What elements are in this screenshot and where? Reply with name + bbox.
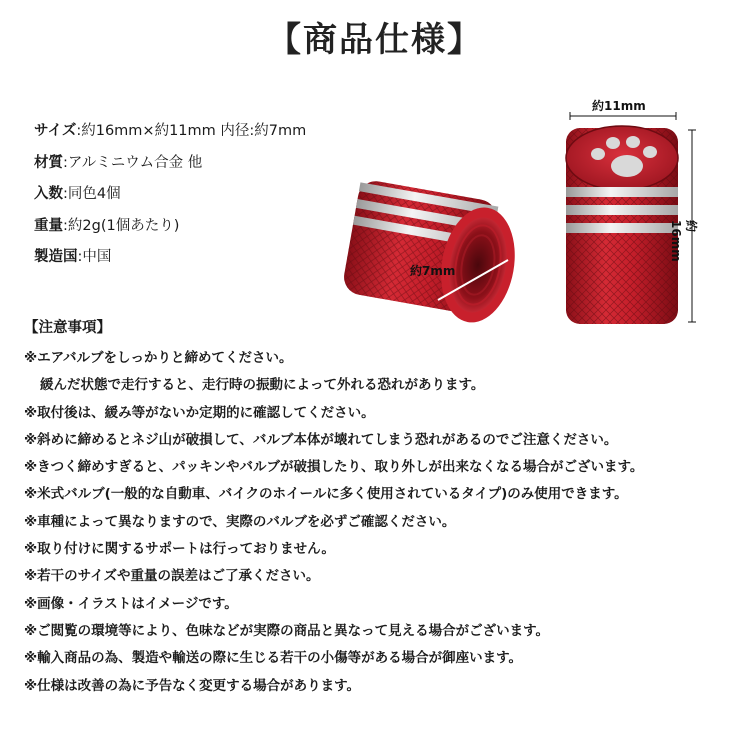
spec-value: 同色4個 (67, 186, 121, 202)
spec-value: アルミニウム合金 他 (67, 154, 203, 171)
spec-material: 材質:アルミニウム合金 他 (34, 154, 203, 171)
width-label: 約11mm (592, 99, 646, 113)
note-item: ※画像・イラストはイメージです。 (24, 595, 238, 612)
note-item: ※車種によって異なりますので、実際のバルブを必ずご確認ください。 (24, 513, 456, 530)
notes-heading: 【注意事項】 (24, 320, 111, 336)
spec-label: 製造国 (34, 249, 78, 265)
spec-label: 重量 (34, 217, 63, 234)
spec-size: サイズ:約16mm×約11mm 内径:約7mm (34, 123, 307, 139)
spec-label: サイズ (34, 123, 77, 139)
note-item: ※輸入商品の為、製造や輸送の際に生じる若干の小傷等がある場合が御座います。 (24, 650, 523, 667)
page-title: 【商品仕様】 (267, 20, 483, 60)
notes-section (24, 317, 734, 702)
note-item: ※きつく締めすぎると、パッキンやバルブが破損したり、取り外しが出来なくなる場合がございます。 (24, 459, 644, 476)
spec-list (34, 120, 306, 278)
inner-diameter-label: 約7mm (410, 264, 456, 278)
spec-weight: 重量:約2g(1個あたり) (34, 217, 180, 234)
note-item: ※仕様は改善の為に予告なく変更する場合があります。 (24, 677, 361, 694)
spec-origin: 製造国:中国 (34, 249, 112, 265)
note-item: 緩んだ状態で走行すると、走行時の振動によって外れる恐れがあります。 (40, 377, 485, 394)
spec-value: 約2g(1個あたり) (67, 217, 180, 234)
height-label: 約16mm (669, 220, 698, 262)
note-item: ※米式バルブ(一般的な自動車、バイクのホイールに多く使用されているタイプ)のみ使用できます。 (24, 486, 628, 503)
spec-label: 材質 (34, 154, 63, 171)
product-illustration (330, 90, 730, 350)
spec-quantity: 入数:同色4個 (34, 186, 121, 202)
spec-label: 入数 (34, 186, 63, 202)
note-item: ※斜めに締めるとネジ山が破損して、バルブ本体が壊れてしまう恐れがあるのでご注意ください。 (24, 431, 618, 448)
note-item: ※若干のサイズや重量の誤差はご了承ください。 (24, 568, 320, 585)
spec-value: 約16mm×約11mm 内径:約7mm (81, 123, 307, 139)
note-item: ※ご閲覧の環境等により、色味などが実際の商品と異なって見える場合がございます。 (24, 622, 550, 639)
note-item: ※取り付けに関するサポートは行っておりません。 (24, 541, 335, 558)
note-item: ※エアバルブをしっかりと締めてください。 (24, 350, 293, 366)
note-item: ※取付後は、緩み等がないか定期的に確認してください。 (24, 404, 375, 421)
cap-side-view (340, 178, 525, 328)
spec-value: 中国 (82, 249, 112, 265)
